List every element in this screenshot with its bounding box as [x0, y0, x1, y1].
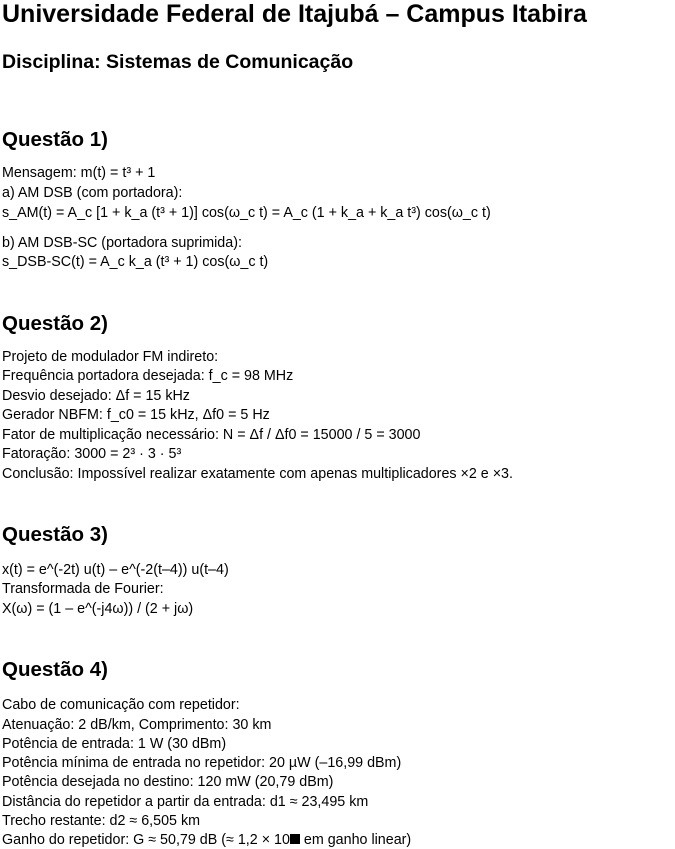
q1-line: s_AM(t) = A_c [1 + k_a (t³ + 1)] cos(ω_c t) = A_c (1 + k_a + k_a t³) cos(ω_c t) — [2, 205, 491, 221]
question-3-heading: Questão 3) — [2, 523, 108, 546]
q4-line: Distância do repetidor a partir da entrada: d1 ≈ 23,495 km — [2, 794, 369, 810]
q2-line: Fator de multiplicação necessário: N = Δf / Δf0 = 15000 / 5 = 3000 — [2, 427, 421, 443]
q2-line: Projeto de modulador FM indireto: — [2, 349, 219, 365]
q1-line: s_DSB-SC(t) = A_c k_a (t³ + 1) cos(ω_c t) — [2, 254, 269, 270]
q3-line: x(t) = e^(-2t) u(t) – e^(-2(t–4)) u(t–4) — [2, 562, 229, 578]
q2-line: Frequência portadora desejada: f_c = 98 MHz — [2, 368, 294, 384]
q4-last-line — [2, 831, 411, 849]
q2-line: Conclusão: Impossível realizar exatamente com apenas multiplicadores ×2 e ×3. — [2, 466, 513, 482]
q3-line: X(ω) = (1 – e^(-j4ω)) / (2 + jω) — [2, 601, 194, 617]
question-4-heading: Questão 4) — [2, 658, 108, 681]
q4-last-line-start: Ganho do repetidor: G ≈ 50,79 dB (≈ 1,2 × 10 — [2, 832, 290, 848]
q3-line: Transformada de Fourier: — [2, 581, 164, 597]
q1-line: b) AM DSB-SC (portadora suprimida): — [2, 235, 242, 251]
q4-line: Cabo de comunicação com repetidor: — [2, 697, 240, 713]
q2-line: Fatoração: 3000 = 2³ · 3 · 5³ — [2, 446, 182, 462]
q2-line: Gerador NBFM: f_c0 = 15 kHz, Δf0 = 5 Hz — [2, 407, 270, 423]
question-2-heading: Questão 2) — [2, 312, 108, 335]
q4-last-line-end: em ganho linear) — [299, 832, 412, 848]
q4-line: Atenuação: 2 dB/km, Comprimento: 30 km — [2, 717, 272, 733]
question-1-heading: Questão 1) — [2, 128, 108, 151]
q4-line: Trecho restante: d2 ≈ 6,505 km — [2, 813, 201, 829]
q1-line: Mensagem: m(t) = t³ + 1 — [2, 165, 156, 181]
document-title: Universidade Federal de Itajubá – Campus Itabira — [2, 0, 587, 28]
q2-line: Desvio desejado: Δf = 15 kHz — [2, 388, 190, 404]
q4-line: Potência desejada no destino: 120 mW (20,79 dBm) — [2, 774, 334, 790]
q4-line: Potência de entrada: 1 W (30 dBm) — [2, 736, 227, 752]
discipline-subtitle: Disciplina: Sistemas de Comunicação — [2, 51, 354, 73]
q4-line: Potência mínima de entrada no repetidor: 20 µW (–16,99 dBm) — [2, 755, 402, 771]
missing-glyph-box — [290, 834, 300, 844]
q1-line: a) AM DSB (com portadora): — [2, 185, 183, 201]
